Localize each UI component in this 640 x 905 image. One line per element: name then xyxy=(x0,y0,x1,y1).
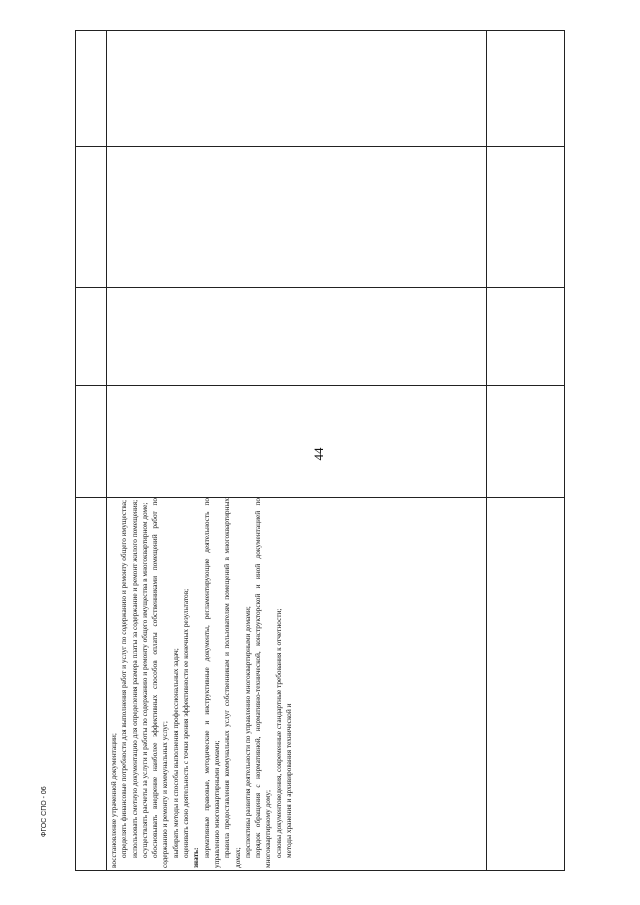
text-line: перспективы развития деятельности по управлению многоквартирными домами; xyxy=(242,606,252,858)
page-number: 44 xyxy=(311,447,326,461)
text-line: определять финансовые потребности для выполнения работ и услуг по содержанию и ремонту общего имущества; xyxy=(119,500,129,858)
footer-code: ФГОС СПО - 06 xyxy=(41,786,48,837)
section-heading-know: знать: xyxy=(191,847,201,868)
text-line: восстановление утраченной документации; xyxy=(109,733,118,868)
text-line: использовать сметную документацию для определения размера платы за содержание и ремонт жилого помещения; xyxy=(129,499,139,858)
row-divider-1 xyxy=(76,146,564,147)
column-divider-1 xyxy=(106,31,107,870)
text-line: нормативные правовые, методические и инструктивные документы, регламентирующие деятельность по управлению многоквартирными домами; xyxy=(201,498,221,868)
text-line: обосновывать внедрение наиболее эффективных способов оплаты собственниками помещений работ по содержанию и ремонту и коммунальных услуг; xyxy=(150,498,170,868)
column-divider-2 xyxy=(486,31,487,870)
text-line: порядок обращения с нормативной, нормативно-технической, конструкторской и иной документацией по многоквартирному дому; xyxy=(253,498,273,868)
text-line: оценивать свою деятельность с точки зрения эффективности ее конечных результатов; xyxy=(181,588,191,858)
text-line: методы хранения и архивирования технической и xyxy=(284,703,294,858)
text-line: осуществлять расчеты за услуги и работы по содержанию и ремонту общего имущества в многоквартирном доме; xyxy=(139,502,149,858)
text-line: выбирать методы и способы выполнения профессиональных задач; xyxy=(170,648,180,858)
competency-text xyxy=(109,498,294,868)
row-divider-3 xyxy=(76,385,564,386)
row-divider-2 xyxy=(76,287,564,288)
text-line: основы документоведения, современные стандартные требования к отчетности; xyxy=(273,608,283,858)
text-line: правила предоставления коммунальных услуг собственникам и пользователям помещений в многоквартирных домах; xyxy=(222,498,242,868)
